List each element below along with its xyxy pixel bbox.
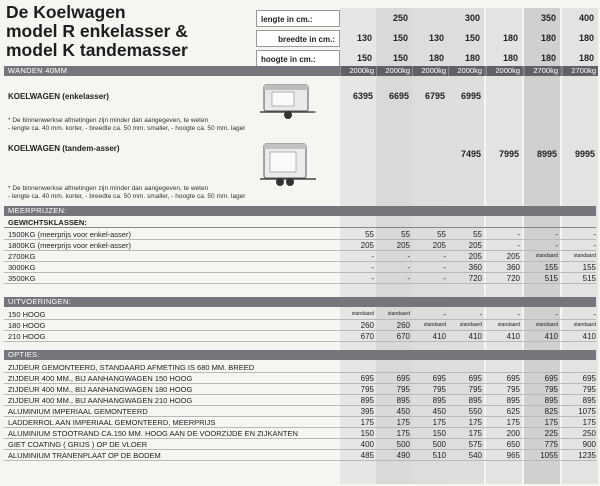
price-value: 6795 <box>424 91 445 101</box>
weight-value: 2000kg <box>448 66 484 76</box>
cell-value: - <box>555 241 558 250</box>
cell-value: 205 <box>506 252 520 261</box>
length-value: 350 <box>540 13 556 23</box>
cell-value: 175 <box>582 418 596 427</box>
cell-value: 695 <box>468 374 482 383</box>
cell-value: 490 <box>396 451 410 460</box>
product-note-1: * De binnenwerkse afmetingen zijn minder dan aangegeven, te weten <box>8 185 209 192</box>
cell-value: standaard <box>535 322 558 328</box>
height-value: 180 <box>464 53 480 63</box>
weight-value: 2700kg <box>524 66 560 76</box>
cell-value: 670 <box>360 332 374 341</box>
table-row <box>4 406 596 417</box>
cell-value: 695 <box>544 374 558 383</box>
cell-value: 175 <box>544 418 558 427</box>
meerprijzen-label: MEERPRIJZEN: <box>8 206 67 215</box>
trailer-tandemasser-icon <box>258 142 318 188</box>
cell-value: - <box>443 274 446 283</box>
product-name: KOELWAGEN (tandem-asser) <box>8 144 120 153</box>
gewichtsklassen-header <box>4 217 596 228</box>
price-value: 7495 <box>460 149 481 159</box>
meerprijzen-bar <box>4 206 596 216</box>
cell-value: standaard <box>497 322 520 328</box>
width-value: 130 <box>428 33 444 43</box>
cell-value: 410 <box>506 332 520 341</box>
cell-value: 540 <box>468 451 482 460</box>
row-label: LADDERROL AAN IMPERIAAL GEMONTEERD, MEERPRIJS <box>8 418 216 427</box>
row-label: ZIJDEUR GEMONTEERD, STANDAARD AFMETING IS 680 MM. BREED <box>8 363 255 372</box>
cell-value: - <box>479 310 482 319</box>
cell-value: 550 <box>468 407 482 416</box>
table-row <box>4 229 596 240</box>
cell-value: 895 <box>468 396 482 405</box>
cell-value: 500 <box>396 440 410 449</box>
width-value: 180 <box>502 33 518 43</box>
width-row <box>256 30 596 47</box>
cell-value: 965 <box>506 451 520 460</box>
table-row <box>4 384 596 395</box>
length-row <box>256 10 596 27</box>
length-label: lengte in cm.: <box>256 10 340 27</box>
cell-value: - <box>593 310 596 319</box>
length-value <box>412 10 448 27</box>
table-row <box>4 320 596 331</box>
product-note-2: - lengte ca. 40 mm. korter, - breedte ca. 50 mm. smaller, - hoogte ca. 50 mm. lager <box>8 125 246 132</box>
cell-value: 825 <box>544 407 558 416</box>
cell-value: 775 <box>544 440 558 449</box>
cell-value: standaard <box>459 322 482 328</box>
weight-value: 2000kg <box>412 66 448 76</box>
trailer-enkelasser-icon <box>258 82 318 122</box>
cell-value: 795 <box>544 385 558 394</box>
cell-value: - <box>593 241 596 250</box>
height-value: 180 <box>428 53 444 63</box>
table-row <box>4 395 596 406</box>
cell-value: 670 <box>396 332 410 341</box>
cell-value: 450 <box>396 407 410 416</box>
cell-value: 410 <box>582 332 596 341</box>
cell-value: - <box>555 310 558 319</box>
price-value: 6695 <box>388 91 409 101</box>
height-value: 150 <box>392 53 408 63</box>
row-label: 2700KG <box>8 252 36 261</box>
cell-value: 625 <box>506 407 520 416</box>
price-value: 7995 <box>498 149 519 159</box>
row-label: ZIJDEUR 400 MM., BIJ AANHANGWAGEN 210 HOOG <box>8 396 193 405</box>
cell-value: 895 <box>432 396 446 405</box>
height-row <box>256 50 596 67</box>
cell-value: 55 <box>365 230 374 239</box>
cell-value: 1055 <box>540 451 558 460</box>
cell-value: 260 <box>360 321 374 330</box>
width-value: 180 <box>540 33 556 43</box>
cell-value: 895 <box>396 396 410 405</box>
length-value: 250 <box>392 13 408 23</box>
width-value: 150 <box>392 33 408 43</box>
weight-value: 2000kg <box>340 66 376 76</box>
cell-value: 250 <box>582 429 596 438</box>
price-value: 9995 <box>574 149 595 159</box>
cell-value: 795 <box>506 385 520 394</box>
row-label: ZIJDEUR 400 MM., BIJ AANHANGWAGEN 180 HOOG <box>8 385 193 394</box>
cell-value: standaard <box>387 311 410 317</box>
cell-value: 205 <box>468 252 482 261</box>
table-row <box>4 240 596 251</box>
width-value: 130 <box>356 33 372 43</box>
uitvoeringen-label: UITVOERINGEN: <box>8 297 72 306</box>
row-label: 180 HOOG <box>8 321 46 330</box>
cell-value: 795 <box>582 385 596 394</box>
cell-value: 175 <box>506 418 520 427</box>
cell-value: - <box>517 310 520 319</box>
width-value: 180 <box>578 33 594 43</box>
cell-value: - <box>555 230 558 239</box>
cell-value: standaard <box>573 253 596 259</box>
cell-value: 175 <box>468 429 482 438</box>
table-row <box>4 251 596 262</box>
cell-value: 360 <box>468 263 482 272</box>
uitvoeringen-bar <box>4 297 596 307</box>
cell-value: 360 <box>506 263 520 272</box>
table-row <box>4 262 596 273</box>
length-value: 300 <box>464 13 480 23</box>
weight-value: 2000kg <box>376 66 412 76</box>
table-row <box>4 439 596 450</box>
cell-value: 515 <box>544 274 558 283</box>
height-value: 180 <box>578 53 594 63</box>
cell-value: 205 <box>468 241 482 250</box>
weights-row <box>0 66 600 77</box>
cell-value: 895 <box>360 396 374 405</box>
cell-value: 395 <box>360 407 374 416</box>
cell-value: - <box>593 230 596 239</box>
row-label: GIET COATING ( GRIJS ) OP DE VLOER <box>8 440 148 449</box>
row-label: 3000KG <box>8 263 36 272</box>
cell-value: - <box>517 230 520 239</box>
cell-value: 1235 <box>578 451 596 460</box>
title-line-1: De Koelwagen <box>6 2 126 22</box>
cell-value: 515 <box>582 274 596 283</box>
cell-value: 500 <box>432 440 446 449</box>
length-value <box>486 10 522 27</box>
cell-value: - <box>371 274 374 283</box>
cell-value: 795 <box>360 385 374 394</box>
table-row <box>4 450 596 461</box>
cell-value: 400 <box>360 440 374 449</box>
cell-value: 175 <box>396 429 410 438</box>
row-label: 1800KG (meerprijs voor enkel-asser) <box>8 241 131 250</box>
cell-value: 260 <box>396 321 410 330</box>
cell-value: 155 <box>544 263 558 272</box>
width-label: breedte in cm.: <box>256 30 340 47</box>
cell-value: 200 <box>506 429 520 438</box>
cell-value: 720 <box>506 274 520 283</box>
height-value: 180 <box>502 53 518 63</box>
cell-value: 55 <box>437 230 446 239</box>
cell-value: - <box>407 252 410 261</box>
cell-value: standaard <box>351 311 374 317</box>
title-line-3: model K tandemasser <box>6 40 188 60</box>
row-label: 3500KG <box>8 274 36 283</box>
cell-value: 895 <box>544 396 558 405</box>
price-value: 6995 <box>460 91 481 101</box>
height-value: 180 <box>540 53 556 63</box>
weight-value: 2000kg <box>486 66 522 76</box>
cell-value: - <box>443 252 446 261</box>
cell-value: 225 <box>544 429 558 438</box>
cell-value: 510 <box>432 451 446 460</box>
cell-value: 55 <box>473 230 482 239</box>
cell-value: 55 <box>401 230 410 239</box>
product-note-2: - lengte ca. 40 mm. korter, - breedte ca. 50 mm. smaller, - hoogte ca. 50 mm. lager <box>8 193 246 200</box>
cell-value: - <box>371 252 374 261</box>
cell-value: 175 <box>396 418 410 427</box>
cell-value: 720 <box>468 274 482 283</box>
cell-value: 410 <box>468 332 482 341</box>
cell-value: 205 <box>360 241 374 250</box>
length-value: 400 <box>578 13 594 23</box>
cell-value: - <box>407 263 410 272</box>
cell-value: 795 <box>432 385 446 394</box>
cell-value: 150 <box>432 429 446 438</box>
cell-value: 410 <box>544 332 558 341</box>
cell-value: 175 <box>360 418 374 427</box>
product-note-1: * De binnenwerkse afmetingen zijn minder dan aangegeven, te weten <box>8 117 209 124</box>
cell-value: 150 <box>360 429 374 438</box>
cell-value: 205 <box>432 241 446 250</box>
cell-value: standaard <box>573 322 596 328</box>
table-row <box>4 428 596 439</box>
cell-value: 895 <box>582 396 596 405</box>
cell-value: 900 <box>582 440 596 449</box>
table-row <box>4 331 596 342</box>
cell-value: - <box>407 274 410 283</box>
row-label: ZIJDEUR 400 MM., BIJ AANHANGWAGEN 150 HOOG <box>8 374 193 383</box>
row-label: 150 HOOG <box>8 310 46 319</box>
gewichtsklassen-label: GEWICHTSKLASSEN: <box>8 218 87 227</box>
cell-value: 650 <box>506 440 520 449</box>
cell-value: 695 <box>360 374 374 383</box>
length-value <box>340 10 376 27</box>
product-name: KOELWAGEN (enkelasser) <box>8 92 109 101</box>
cell-value: - <box>443 310 446 319</box>
cell-value: 575 <box>468 440 482 449</box>
table-row <box>4 362 596 373</box>
page-title <box>6 3 256 60</box>
cell-value: 175 <box>432 418 446 427</box>
table-row <box>4 309 596 320</box>
cell-value: 155 <box>582 263 596 272</box>
table-row <box>4 373 596 384</box>
cell-value: 795 <box>396 385 410 394</box>
table-row <box>4 273 596 284</box>
cell-value: 205 <box>396 241 410 250</box>
height-label: hoogte in cm.: <box>256 50 340 67</box>
row-label: 210 HOOG <box>8 332 46 341</box>
walls-bar-label: WANDEN 40MM <box>8 66 68 75</box>
row-label: ALUMINIUM STOOTRAND CA.150 MM. HOOG AAN DE VOORZIJDE EN ZIJKANTEN <box>8 429 298 438</box>
table-row <box>4 417 596 428</box>
cell-value: 695 <box>506 374 520 383</box>
cell-value: 450 <box>432 407 446 416</box>
cell-value: standaard <box>535 253 558 259</box>
row-label: 1500KG (meerprijs voor enkel-asser) <box>8 230 131 239</box>
price-value: 6395 <box>352 91 373 101</box>
weight-value: 2700kg <box>562 66 598 76</box>
cell-value: standaard <box>423 322 446 328</box>
cell-value: 410 <box>432 332 446 341</box>
opties-bar <box>4 350 596 360</box>
title-line-2: model R enkelasser & <box>6 21 188 41</box>
row-label: ALUMINIUM IMPERIAAL GEMONTEERD <box>8 407 148 416</box>
width-value: 150 <box>464 33 480 43</box>
cell-value: 485 <box>360 451 374 460</box>
cell-value: 1075 <box>578 407 596 416</box>
row-label: ALUMINIUM TRANENPLAAT OP DE BODEM <box>8 451 161 460</box>
height-value: 150 <box>356 53 372 63</box>
cell-value: 695 <box>432 374 446 383</box>
cell-value: 795 <box>468 385 482 394</box>
price-value: 8995 <box>536 149 557 159</box>
cell-value: 695 <box>396 374 410 383</box>
cell-value: - <box>371 263 374 272</box>
cell-value: - <box>517 241 520 250</box>
cell-value: - <box>443 263 446 272</box>
cell-value: 895 <box>506 396 520 405</box>
cell-value: 695 <box>582 374 596 383</box>
opties-label: OPTIES: <box>8 350 40 359</box>
cell-value: 175 <box>468 418 482 427</box>
